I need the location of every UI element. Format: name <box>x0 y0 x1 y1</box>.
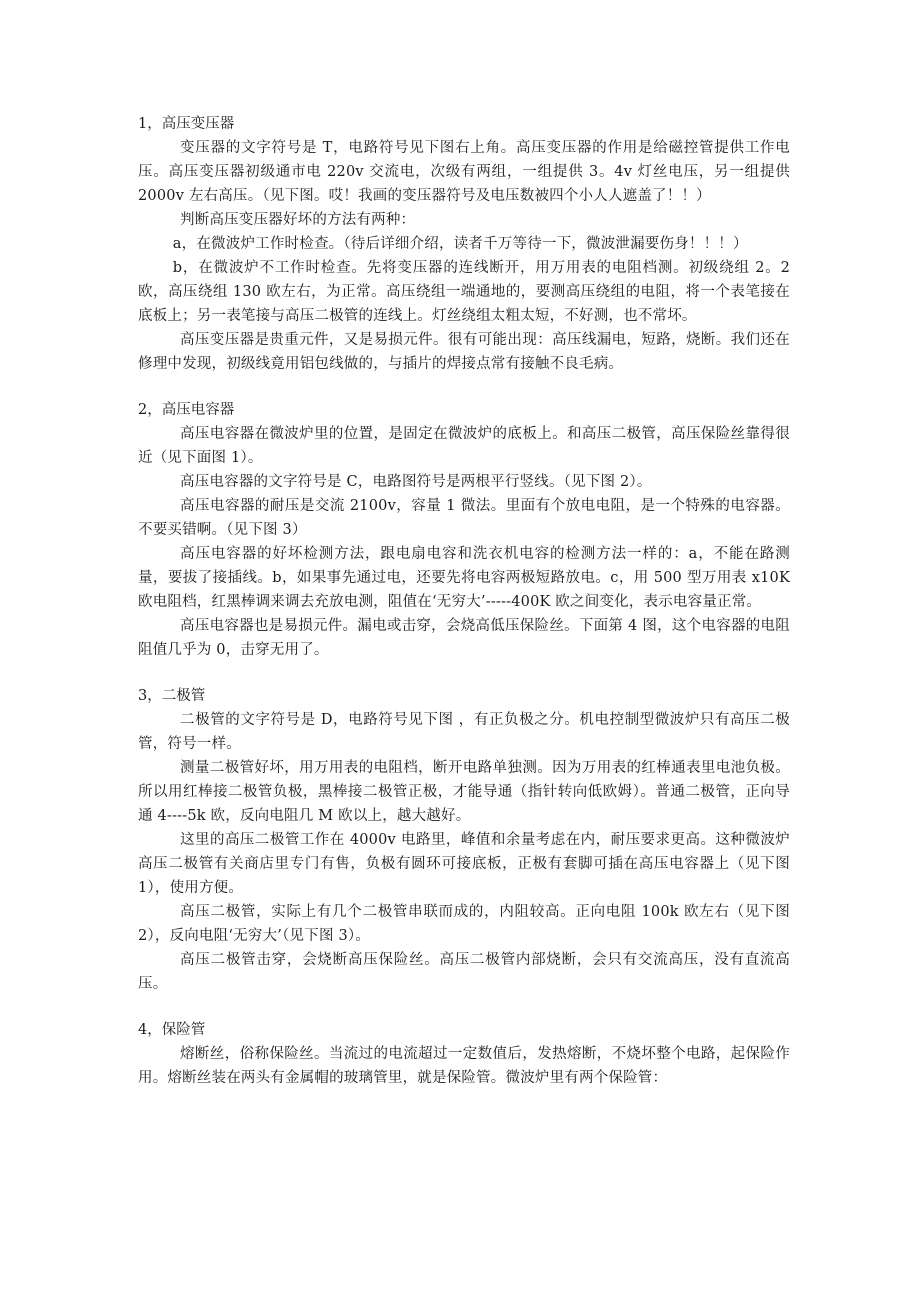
document-page <box>138 112 790 1112</box>
paragraph: 判断高压变压器好坏的方法有两种： <box>180 212 416 228</box>
paragraph: 高压电容器的耐压是交流 2100v，容量 1 微法。里面有个放电电阻，是一个特殊的电容器。不要买错啊。（见下图 3） <box>138 498 790 538</box>
paragraph: 变压器的文字符号是 T，电路符号见下图右上角。高压变压器的作用是给磁控管提供工作电压。高压变压器初级通市电 220v 交流电，次级有两组，一组提供 3。4v 灯丝电压，另一组提供 2000v 左右高压。（见下图。哎！我画的变压器符号及电压数被四个小人人遮盖了！！） <box>138 140 790 204</box>
section-fuse <box>138 1018 790 1090</box>
paragraph: 高压电容器的好坏检测方法，跟电扇电容和洗衣机电容的检测方法一样的：a，不能在路测量，要拔了接插线。b，如果事先通过电，还要先将电容两极短路放电。c，用 500 型万用表 x10K 欧电阻档，红黑棒调来调去充放电测，阻值在‘无穷大’-----400K 欧之间变化，表示电容量正常。 <box>138 546 790 610</box>
paragraph: 高压变压器是贵重元件，又是易损元件。很有可能出现：高压线漏电，短路，烧断。我们还在修理中发现，初级线竟用铝包线做的，与插片的焊接点常有接触不良毛病。 <box>138 332 790 372</box>
section-capacitor <box>138 398 790 662</box>
list-item: a，在微波炉工作时检查。（待后详细介绍，读者千万等待一下，微波泄漏要伤身！！！） <box>172 236 748 252</box>
section-heading: 1，高压变压器 <box>138 116 235 132</box>
paragraph: 二极管的文字符号是 D，电路符号见下图 ，有正负极之分。机电控制型微波炉只有高压二极管，符号一样。 <box>138 712 790 752</box>
section-diode <box>138 684 790 996</box>
paragraph: 高压电容器的文字符号是 C，电路图符号是两根平行竖线。（见下图 2）。 <box>180 474 652 490</box>
paragraph: 熔断丝，俗称保险丝。当流过的电流超过一定数值后，发热熔断，不烧坏整个电路，起保险作用。熔断丝装在两头有金属帽的玻璃管里，就是保险管。微波炉里有两个保险管： <box>138 1046 790 1086</box>
paragraph: 测量二极管好坏，用万用表的电阻档，断开电路单独测。因为万用表的红棒通表里电池负极。所以用红棒接二极管负极，黑棒接二极管正极，才能导通（指针转向低欧姆）。普通二极管，正向导通 4----5k 欧，反向电阻几 M 欧以上，越大越好。 <box>138 760 790 824</box>
paragraph: 这里的高压二极管工作在 4000v 电路里，峰值和余量考虑在内，耐压要求更高。这种微波炉高压二极管有关商店里专门有售，负极有圆环可接底板，正极有套脚可插在高压电容器上（见下图 1），使用方便。 <box>138 832 790 896</box>
section-heading: 3，二极管 <box>138 688 206 704</box>
paragraph: 高压电容器在微波炉里的位置，是固定在微波炉的底板上。和高压二极管，高压保险丝靠得很近（见下面图 1）。 <box>138 426 790 466</box>
paragraph: 高压电容器也是易损元件。漏电或击穿，会烧高低压保险丝。下面第 4 图，这个电容器的电阻阻值几乎为 0，击穿无用了。 <box>138 618 790 658</box>
section-heading: 4，保险管 <box>138 1022 206 1038</box>
paragraph: 高压二极管击穿，会烧断高压保险丝。高压二极管内部烧断，会只有交流高压，没有直流高压。 <box>138 952 790 992</box>
section-transformer <box>138 112 790 376</box>
list-item: b，在微波炉不工作时检查。先将变压器的连线断开，用万用表的电阻档测。初级绕组 2。2 欧，高压绕组 130 欧左右，为正常。高压绕组一端通地的，要测高压绕组的电阻，将一个表笔接在底板上；另一表笔接与高压二极管的连线上。灯丝绕组太粗太短，不好测，也不常坏。 <box>138 260 790 324</box>
section-heading: 2，高压电容器 <box>138 402 235 418</box>
paragraph: 高压二极管，实际上有几个二极管串联而成的，内阻较高。正向电阻 100k 欧左右（见下图 2），反向电阻‘无穷大’（见下图 3）。 <box>138 904 790 944</box>
